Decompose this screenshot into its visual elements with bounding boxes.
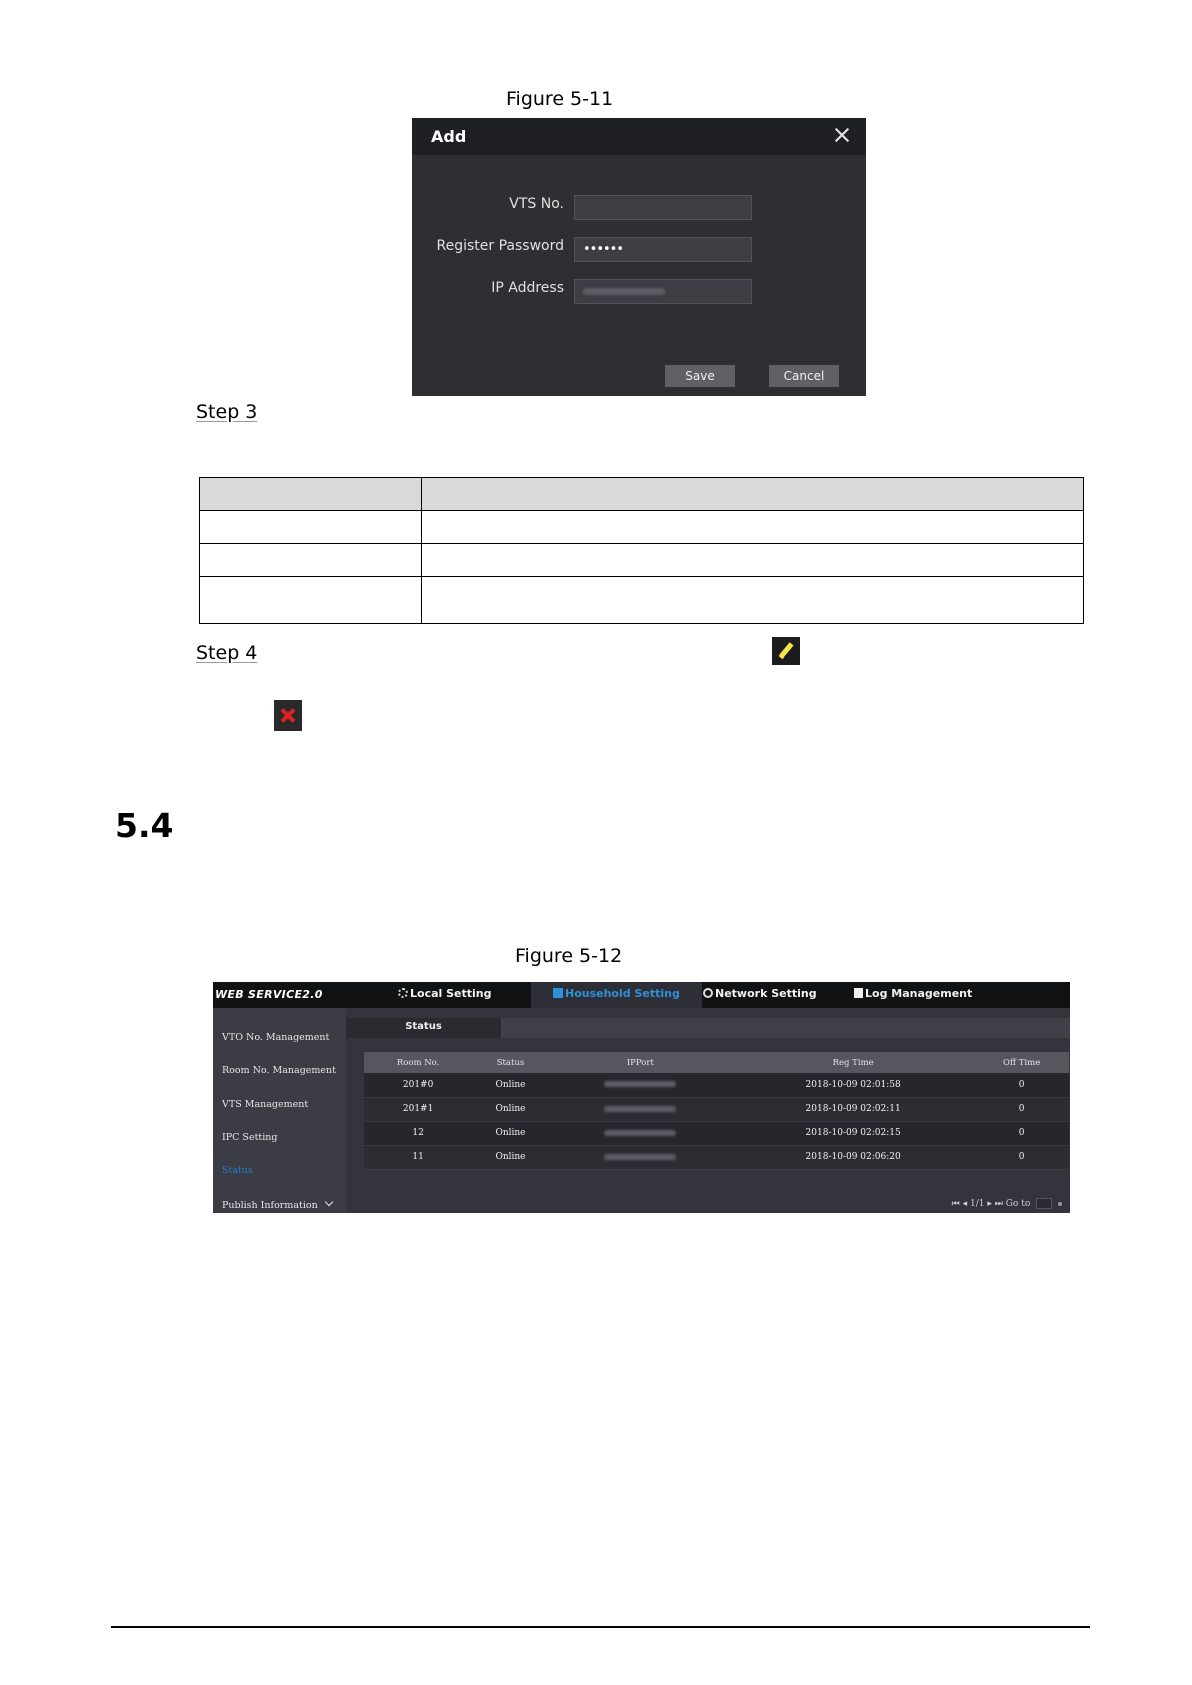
sidebar-item-vts-management[interactable]: VTS Management <box>222 1099 309 1110</box>
register-password-label: Register Password <box>436 238 564 254</box>
reg-time-cell: 2018-10-09 02:06:20 <box>732 1145 974 1169</box>
status-cell: Online <box>472 1145 549 1169</box>
nav-label: Log Management <box>865 987 973 1000</box>
sidebar <box>213 1008 343 1213</box>
logo: WEB SERVICE2.0 <box>215 988 323 1001</box>
footer-rule <box>111 1626 1090 1628</box>
reg-time-cell: 2018-10-09 02:02:15 <box>732 1121 974 1145</box>
table-header-row <box>364 1052 1069 1073</box>
off-time-cell: 0 <box>974 1097 1069 1121</box>
page-indicator: 1/1 <box>969 1199 985 1209</box>
nav-label: Local Setting <box>410 987 492 1000</box>
blurred-value <box>604 1106 676 1112</box>
blurred-value <box>604 1130 676 1136</box>
ipport-cell <box>549 1121 732 1145</box>
step-3-label: Step 3 <box>196 401 258 423</box>
ip-address-input[interactable] <box>574 279 752 304</box>
sidebar-item-ipc-setting[interactable]: IPC Setting <box>222 1132 278 1143</box>
reg-time-cell: 2018-10-09 02:02:11 <box>732 1097 974 1121</box>
last-page-icon[interactable]: ⏭ <box>994 1199 1003 1209</box>
add-dialog <box>412 118 866 396</box>
table-row <box>364 1073 1069 1097</box>
status-cell: Online <box>472 1073 549 1097</box>
section-number: 5.4 <box>115 806 174 845</box>
prev-page-icon[interactable]: ◂ <box>962 1199 968 1209</box>
close-icon[interactable] <box>832 125 852 145</box>
sidebar-item-publish-information[interactable] <box>222 1199 332 1211</box>
off-time-cell: 0 <box>974 1121 1069 1145</box>
sidebar-item-status[interactable]: Status <box>222 1165 253 1176</box>
document-icon <box>854 988 863 998</box>
figure-caption: Figure 5-11 <box>506 88 614 110</box>
off-time-cell: 0 <box>974 1073 1069 1097</box>
nav-local-setting[interactable] <box>398 982 492 1008</box>
delete-x-icon <box>274 700 302 731</box>
goto-button[interactable] <box>1058 1202 1062 1206</box>
globe-icon <box>703 988 713 998</box>
sidebar-item-vto-no-management[interactable]: VTO No. Management <box>222 1032 330 1043</box>
table-row <box>364 1097 1069 1121</box>
ipport-cell <box>549 1145 732 1169</box>
dialog-header <box>412 118 866 155</box>
tab-status[interactable]: Status <box>346 1018 501 1038</box>
nav-network-setting[interactable] <box>703 982 817 1008</box>
nav-label: Household Setting <box>565 987 680 1000</box>
ipport-cell <box>549 1097 732 1121</box>
tab-bar <box>346 1018 1070 1038</box>
table-row <box>200 511 1084 544</box>
register-password-input[interactable]: •••••• <box>574 237 752 262</box>
next-page-icon[interactable]: ▸ <box>987 1199 992 1209</box>
room-cell: 11 <box>364 1145 472 1169</box>
table-row <box>200 544 1084 577</box>
nav-log-management[interactable] <box>854 982 972 1008</box>
vts-no-label: VTS No. <box>509 196 564 212</box>
cancel-button[interactable]: Cancel <box>769 365 839 387</box>
blurred-value <box>604 1081 676 1087</box>
status-cell: Online <box>472 1121 549 1145</box>
ipport-cell <box>549 1073 732 1097</box>
parameter-table <box>199 477 1084 624</box>
status-table <box>364 1052 1069 1170</box>
nav-household-setting[interactable] <box>531 982 702 1008</box>
blurred-value <box>583 288 665 295</box>
room-cell: 201#0 <box>364 1073 472 1097</box>
web-service-ui <box>213 982 1070 1213</box>
off-time-cell: 0 <box>974 1145 1069 1169</box>
table-row <box>200 577 1084 624</box>
figure-caption: Figure 5-12 <box>515 945 623 967</box>
step-4-label: Step 4 <box>196 642 258 664</box>
top-bar <box>213 982 1070 1008</box>
nav-label: Network Setting <box>715 987 817 1000</box>
status-cell: Online <box>472 1097 549 1121</box>
column-header: Status <box>472 1052 549 1073</box>
goto-label: Go to <box>1005 1199 1031 1209</box>
table-row <box>364 1145 1069 1169</box>
dialog-title: Add <box>431 127 467 146</box>
gear-icon <box>398 988 408 998</box>
column-header: IPPort <box>549 1052 732 1073</box>
column-header: Off Time <box>974 1052 1069 1073</box>
first-page-icon[interactable]: ⏮ <box>951 1199 960 1209</box>
column-header: Reg Time <box>732 1052 974 1073</box>
main-panel <box>346 1008 1070 1213</box>
sidebar-item-label: Publish Information <box>222 1200 318 1211</box>
room-cell: 12 <box>364 1121 472 1145</box>
table-header-row <box>200 478 1084 511</box>
save-button[interactable]: Save <box>665 365 735 387</box>
household-icon <box>553 988 563 998</box>
chevron-down-icon <box>324 1198 332 1206</box>
blurred-value <box>604 1154 676 1160</box>
pagination <box>952 1198 1062 1209</box>
room-cell: 201#1 <box>364 1097 472 1121</box>
goto-page-input[interactable] <box>1036 1198 1052 1209</box>
reg-time-cell: 2018-10-09 02:01:58 <box>732 1073 974 1097</box>
vts-no-input[interactable] <box>574 195 752 220</box>
ip-address-label: IP Address <box>491 280 564 296</box>
edit-pencil-icon <box>772 637 800 665</box>
column-header: Room No. <box>364 1052 472 1073</box>
table-row <box>364 1121 1069 1145</box>
sidebar-item-room-no-management[interactable]: Room No. Management <box>222 1065 336 1076</box>
